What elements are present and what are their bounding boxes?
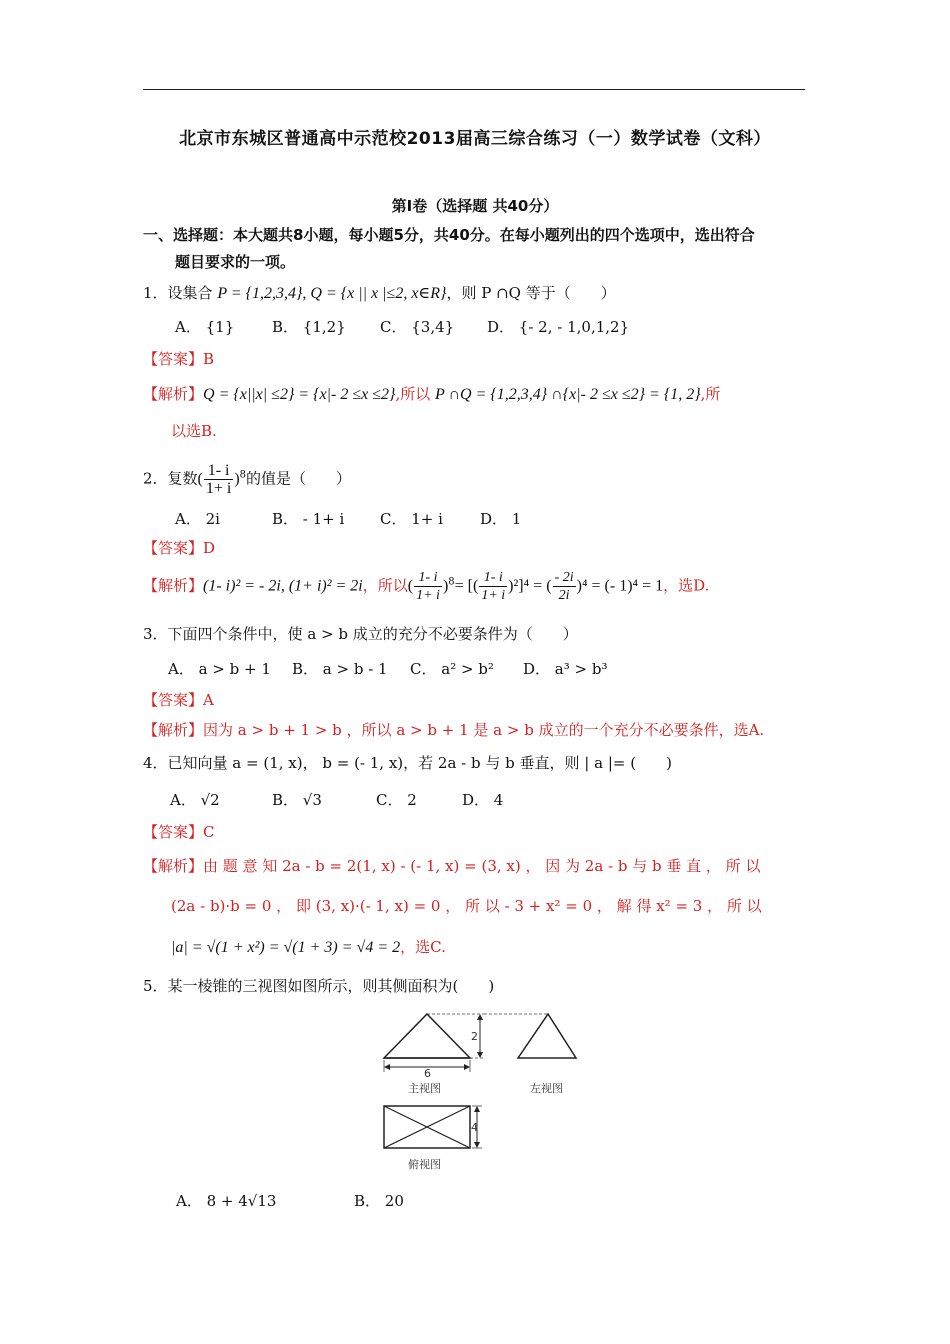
q2-analysis-text: ，所以 [362,576,408,595]
q1-option-d: D． {- 2, - 1,0,1,2} [487,318,630,336]
q1-option-b: B． {1,2} [272,318,346,336]
q2-analysis-frac2-den: 1+ i [481,588,506,603]
q2-analysis-fraction1 [414,569,442,604]
q2-option-c: C． 1+ i [380,510,443,528]
q2-analysis-frac3-num: - 2i [554,570,574,585]
q1-answer-value: B [203,350,215,368]
page-title: 北京市东城区普通高中示范校2013届高三综合练习（一）数学试卷（文科） [179,129,771,149]
q2-option-b: B． - 1+ i [272,510,345,528]
q1-stem [143,283,616,304]
q2-fraction [204,462,233,497]
q4-option-c: C． 2 [376,791,417,809]
q4-analysis [143,856,760,876]
q5-stem: 5．某一棱锥的三视图如图所示，则其侧面积为( ) [143,977,495,995]
q1-stem-pre: 1．设集合 [143,284,218,302]
q1-analysis-math: Q = {x||x| ≤2} = {x|- 2 ≤x ≤2} [203,386,396,403]
answer-tag: 【答案】 [143,691,204,709]
q1-stem-math: P = {1,2,3,4}, Q = {x || x |≤2, x∈R} [217,285,447,302]
q3-analysis-text: 因为 a > b + 1 > b ，所以 a > b + 1 是 a > b 成立的一个充分不必要条件，选A. [203,721,765,739]
q2-analysis-frac1-den: 1+ i [416,588,440,603]
q2-option-a: A． 2i [175,510,220,528]
q4-option-b: B． √3 [272,791,322,809]
q2-power: 8 [239,469,247,481]
q4-analysis-line2: (2a - b)·b = 0 ， 即 (3, x)·(- 1, x) = 0 ， 所 以 - 3 + x² = 0 ， 解 得 x² = 3 ， 所 以 [171,897,762,915]
q2-analysis-math2b: )²]⁴ = ( [508,577,552,595]
q2-analysis-frac2-num: 1- i [479,569,507,587]
q2-option-d: D． 1 [480,510,522,528]
q4-analysis-line3-math: |a| = √(1 + x²) = √(1 + 3) = √4 = 2 [171,939,401,956]
q5-option-a: A． 8 + 4√13 [176,1192,277,1210]
q4-stem: 4．已知向量 a = (1, x)， b = (- 1, x)，若 2a - b 与 b 垂直，则 | a |= ( ) [143,754,672,772]
q3-answer-value: A [203,691,214,709]
instructions-line2: 题目要求的一项。 [175,253,296,271]
analysis-tag: 【解析】 [143,857,204,875]
answer-tag: 【答案】 [143,539,204,557]
analysis-tag: 【解析】 [143,721,204,739]
top-view [384,1106,482,1171]
q1-analysis-math2: P ∩Q = {1,2,3,4} ∩{x|- 2 ≤x ≤2} = {1, 2} [434,386,701,403]
q4-option-a: A． √2 [170,791,220,809]
q2-frac-num: 1- i [204,462,233,480]
section-title: 第Ⅰ卷（选择题 共40分） [391,197,559,215]
q2-analysis-frac3-den: 2i [558,588,570,603]
q3-option-c: C． a² > b² [410,660,494,678]
q3-answer [143,690,214,710]
analysis-tag: 【解析】 [143,385,204,403]
q2-analysis-tail: ，选D. [663,576,710,595]
q4-option-d: D． 4 [462,791,504,809]
answer-tag: 【答案】 [143,823,204,841]
q1-analysis-line2: 以选B. [171,422,217,440]
side-view-label: 左视图 [530,1082,563,1095]
q1-analysis [143,384,720,405]
q3-analysis [143,720,764,740]
header-rule [143,89,805,90]
q2-analysis-math2a: = [( [454,577,479,595]
q2-analysis-math2c: )⁴ = (- 1)⁴ = 1 [576,577,664,595]
q2-analysis-fraction2 [479,569,507,604]
q4-analysis-line1: 由 题 意 知 2a - b = 2(1, x) - (- 1, x) = (3, x) ， 因 为 2a - b 与 b 垂 直 ， 所 以 [203,857,761,875]
front-view [384,1014,484,1095]
q2-analysis-power: 8 [448,576,455,588]
q1-answer [143,349,214,369]
q3-option-b: B． a > b - 1 [292,660,388,678]
depth-label: 4 [471,1121,478,1134]
top-view-label: 俯视图 [408,1158,441,1171]
three-view-diagram [378,1008,584,1174]
answer-tag: 【答案】 [143,350,204,368]
q4-answer-value: C [203,823,215,841]
q1-analysis-text: ,所以 [395,385,435,403]
q3-option-d: D． a³ > b³ [523,660,608,678]
q5-option-b: B． 20 [354,1192,404,1210]
q3-option-a: A． a > b + 1 [168,660,271,678]
q1-option-a: A． {1} [175,318,235,336]
width-label: 6 [424,1067,431,1080]
q2-stem-pre: 2．复数 [143,469,198,488]
q1-option-c: C． {3,4} [380,318,455,336]
analysis-tag: 【解析】 [143,576,204,595]
q2-frac-den: 1+ i [205,480,232,497]
q4-answer [143,822,215,842]
height-label: 2 [471,1030,478,1043]
q3-stem: 3．下面四个条件中，使 a > b 成立的充分不必要条件为（ ） [143,625,578,643]
front-view-label: 主视图 [408,1082,441,1095]
q2-analysis-math: (1- i)² = - 2i, (1+ i)² = 2i [203,577,363,595]
q2-answer [143,538,215,558]
q4-analysis-line3 [171,937,446,958]
q4-analysis-line3-tail: ，选C. [400,938,446,956]
q2-stem-post: 的值是（ ） [246,469,352,488]
q2-analysis-fraction3 [553,569,576,604]
q2-answer-value: D [203,539,216,557]
instructions-line1: 一、选择题：本大题共8小题，每小题5分，共40分。在每小题列出的四个选项中，选出符合 [143,226,755,244]
q1-stem-post: ，则 P ∩Q 等于（ ） [446,284,616,302]
q2-analysis: 【解析】(1- i)² = - 2i, (1+ i)² = 2i，所以( $\frac{1- i}{1+ i}$ )$^8$= [( $\frac{1- i}{1+ i}$ )²]⁴ = ( $\frac{- 2i}{2i}$ )⁴ = (- 1)⁴ = 1，选D. [143,570,710,603]
q2-analysis-frac1-num: 1- i [414,569,442,587]
q1-analysis-tail: ,所 [700,385,721,403]
q2-stem: 2．复数( $\frac{1- i}{1+ i}$ )$^8$的值是（ ） [143,462,352,497]
side-view [484,1014,576,1095]
